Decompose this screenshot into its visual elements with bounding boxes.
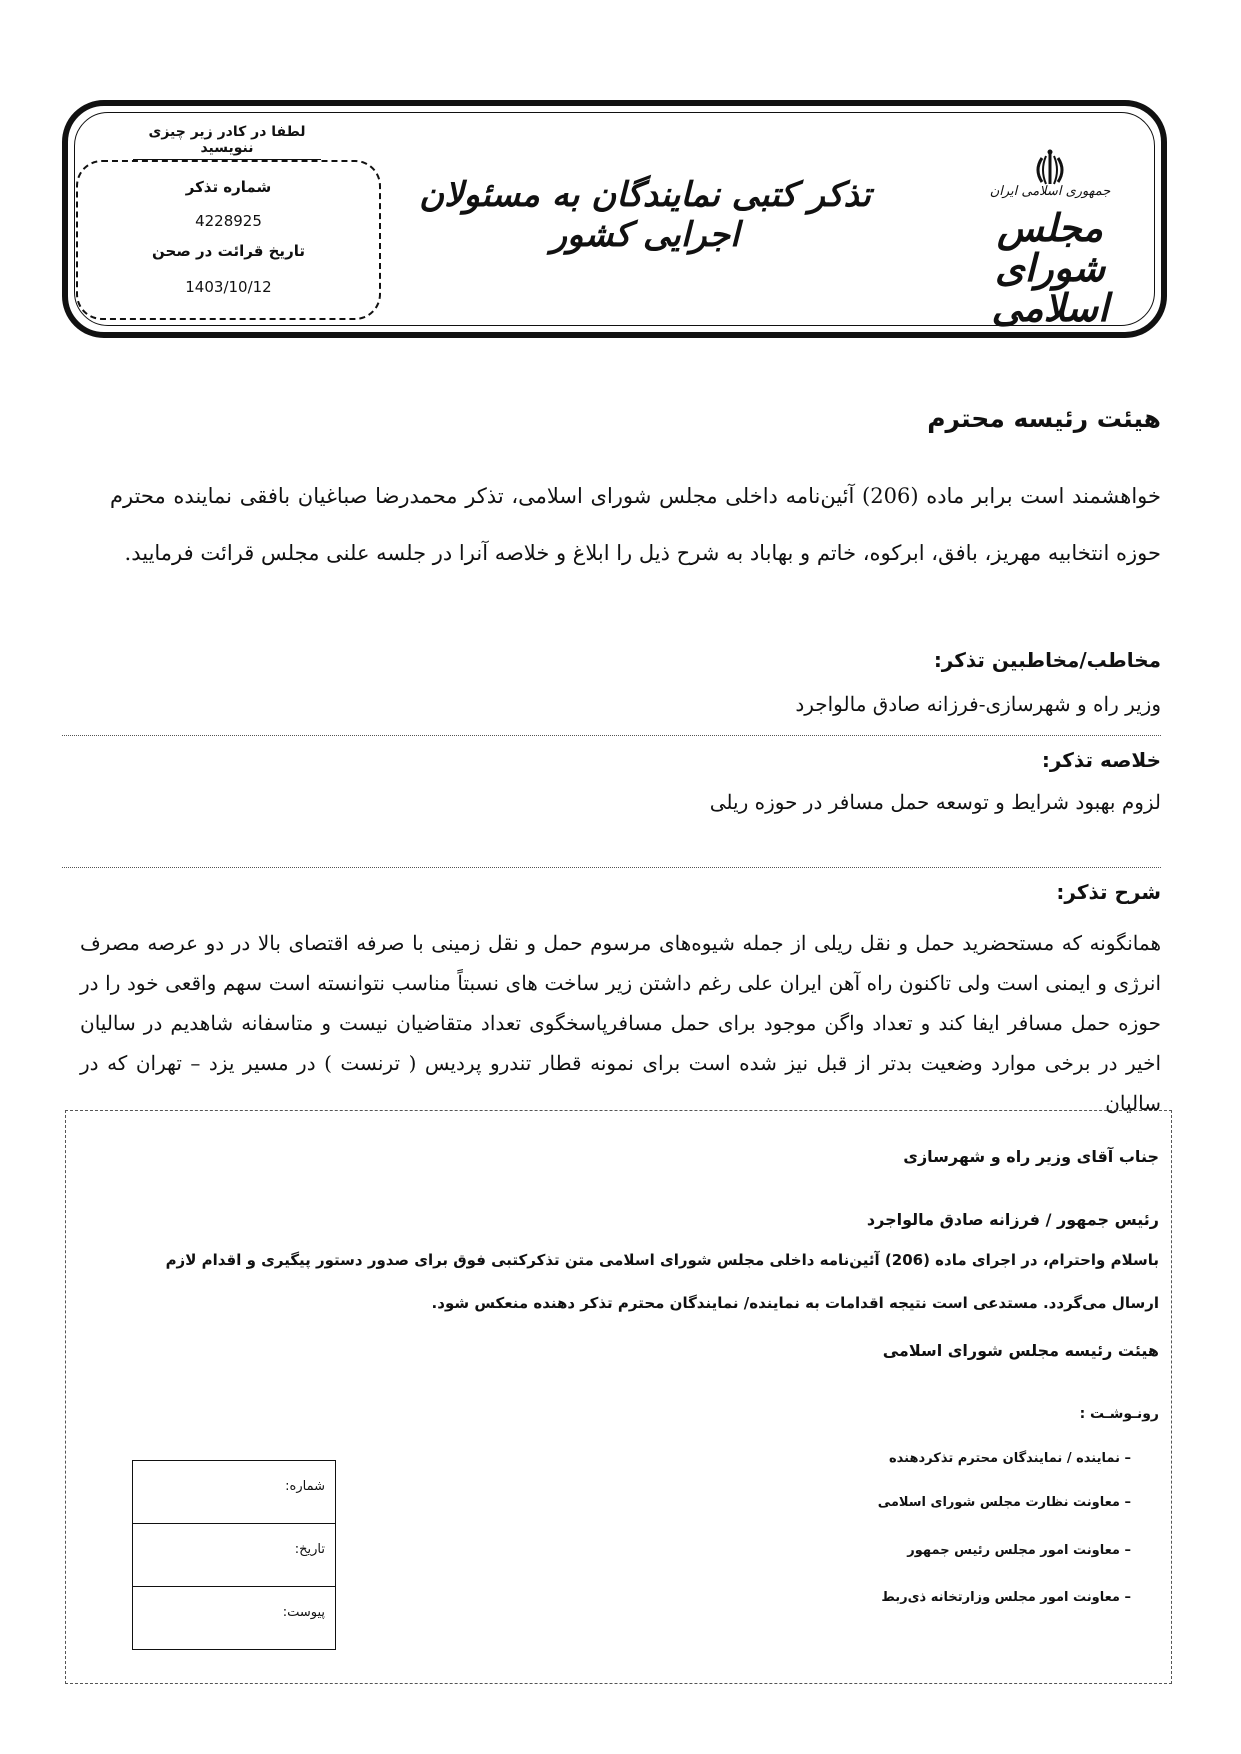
cc-item: – نماینده / نمایندگان محترم تذکردهنده (889, 1451, 1131, 1466)
parliament-logo (960, 148, 1140, 330)
details-line: حوزه حمل مسافر ایفا کند و تعداد واگن موجود برای حمل مسافرپاسخگوی تعداد متقاضیان نیست و متاسفانه شاهدیم در سالیان (80, 1011, 1161, 1035)
referral-to: جناب آقای وزیر راه و شهرسازی (903, 1147, 1159, 1166)
referral-body-line2: ارسال می‌گردد. مستدعی است نتیجه اقدامات به نماینده/ نمایندگان محترم تذکر دهنده منعکس شود. (431, 1294, 1159, 1312)
referral-to-sub: رئیس جمهور / فرزانه صادق مالواجرد (866, 1210, 1159, 1229)
logo-subtitle: جمهوری اسلامی ایران (989, 184, 1111, 199)
signature: هیئت رئیسه مجلس شورای اسلامی (882, 1341, 1159, 1360)
reg-number-label: شماره تذکر (185, 178, 272, 196)
registration-box (76, 160, 381, 320)
intro-paragraph: خواهشمند است برابر ماده (206) آئین‌نامه داخلی مجلس شورای اسلامی، تذکر محمدرضا صباغیان بافقی نماینده محترم حوزه انتخابیه مهریز، بافق، ابرکوه، خاتم و بهاباد به شرح ذیل را ابلاغ و خلاصه آنرا در جلسه علنی مجلس قرائت فرمایید. (110, 484, 1161, 565)
referral-box (65, 1110, 1172, 1684)
do-not-write-note: لطفا در کادر زیر چیزی ننویسید (133, 124, 321, 160)
addressee: هیئت رئیسه محترم (927, 404, 1161, 433)
details-line: انرژی و ایمنی است ولی تاکنون راه آهن ایران علی رغم داشتن زیر ساخت های نسبتاً مناسب نتوانسته است سهم واقعی خود را در (80, 971, 1161, 995)
divider (62, 735, 1161, 736)
details-text (80, 923, 1161, 1123)
reading-date: 1403/10/12 (185, 278, 272, 296)
cc-item: – معاونت امور مجلس رئیس جمهور (907, 1543, 1131, 1558)
cc-heading: رونـوشـت : (1079, 1406, 1159, 1422)
recipients-heading: مخاطب/مخاطبین تذکر: (933, 648, 1161, 672)
details-line: همانگونه که مستحضرید حمل و نقل ریلی از جمله شیوه‌های مرسوم حمل و نقل زمینی با صرفه اقتصای بالا در دو عرصه مصرف (80, 931, 1161, 955)
logo-title: مجلس شورای اسلامی (991, 205, 1109, 330)
summary-heading: خلاصه تذکر: (1041, 748, 1161, 772)
reading-date-label: تاریخ قرائت در صحن (152, 242, 305, 260)
attachment-cell: پیوست: (282, 1605, 325, 1620)
details-line: اخیر در برخی موارد وضعیت بدتر از قبل نیز شده است برای نمونه قطار تندرو پردیس ( ترنست ) در مسیر یزد – تهران که در سالیان (80, 1051, 1161, 1115)
summary: لزوم بهبود شرایط و توسعه حمل مسافر در حوزه ریلی (709, 790, 1161, 814)
referral-body-line1: باسلام واحترام، در اجرای ماده (206) آئین‌نامه داخلی مجلس شورای اسلامی متن تذکرکتبی فوق برای صدور دستور پیگیری و اقدام لازم (165, 1251, 1159, 1269)
number-cell: شماره: (133, 1461, 335, 1524)
page-title: تذکر کتبی نمایندگان به مسئولان اجرایی کشور (419, 175, 871, 255)
reg-number: 4228925 (195, 212, 262, 230)
date-cell: تاریخ: (133, 1524, 335, 1587)
registry-table (132, 1460, 336, 1650)
divider (62, 867, 1161, 868)
recipients: وزیر راه و شهرسازی-فرزانه صادق مالواجرد (795, 692, 1161, 716)
details-heading: شرح تذکر: (1056, 880, 1161, 904)
cc-item: – معاونت امور مجلس وزارتخانه ذی‌ربط (881, 1590, 1131, 1605)
cc-item: – معاونت نظارت مجلس شورای اسلامی (877, 1495, 1131, 1510)
